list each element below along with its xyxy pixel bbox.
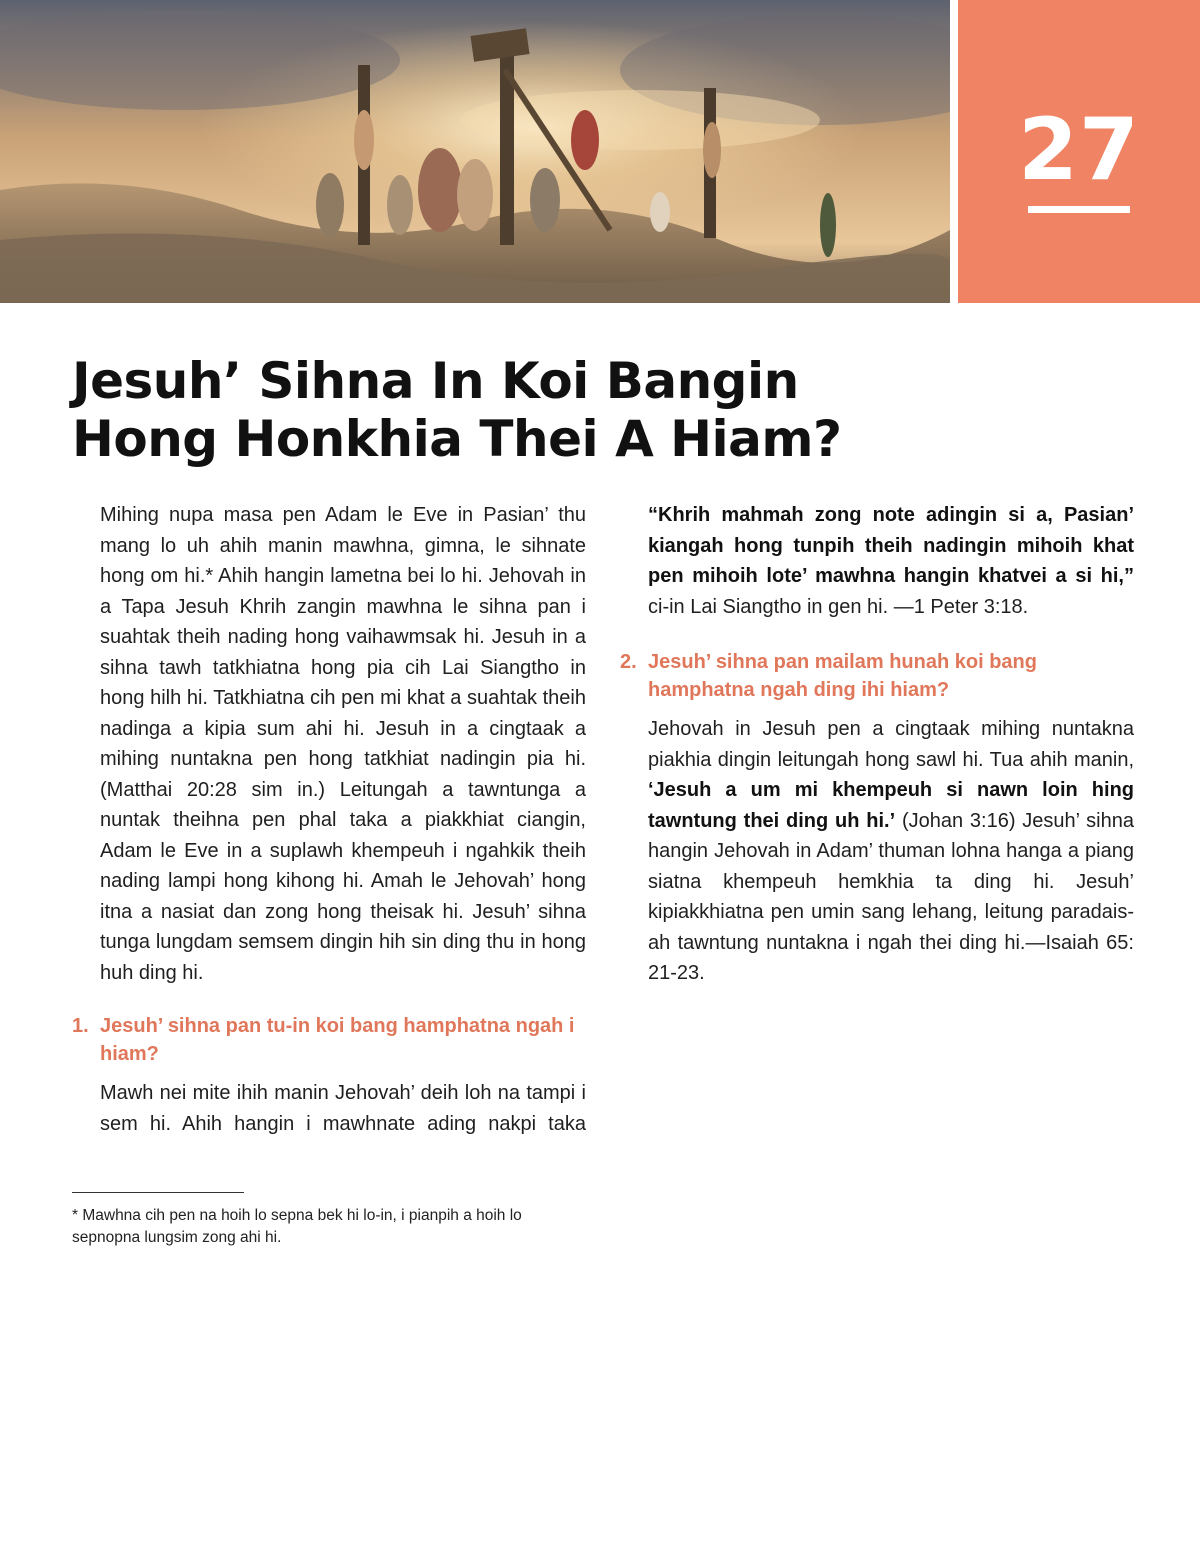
answer-1-text-end: ci-in Lai Siangtho in gen hi. —1 Peter 3:18. [648,595,1029,618]
chapter-underline [1028,206,1130,213]
footnote: * Mawhna cih pen na hoih lo sepna bek hi lo-in, i pianpih a hoih lo sepnopna lungsim zong ahi hi. [72,1207,522,1246]
answer-2-text-end: (Johan 3:16) Jesuh’ sihna hangin Jehovah in Adam’ thuman lohna hanga a piang siatna khempeuh hemkhia ta ding hi. Jesuh’ kipiakkhiatna pen umin sang lehang, leitung paradais-ah tawntung nuntakna i ngah thei ding hi.—Isaiah 65: 21-23. [648,809,1134,984]
intro-paragraph: Mihing nupa masa pen Adam le Eve in Pasian’ thu mang lo uh ahih manin mawhna, gimna, le sihnate hong om hi.* Ahih hangin lametna bei lo hi. Jehovah in a Tapa Jesuh Khrih zangin mawhna le sihna pan i suahtak theih nading hong vaihawmsak hi. Jesuh in a sihna tawh tatkhiatna hong pia cih Lai Siangtho in hong hilh hi. Tatkhiatna cih pen mi khat a suahtak theih nadinga a kipia sum ahi hi. Jesuh in a cingtaak a mihing nuntakna pen hong tatkhiat nadingin pia hi. (Matthai 20:28 sim in.) Leitungah a tawntunga a nuntak theihna pen phal taka a piakkhiat ciangin, Adam le Eve in a suplawh khempeuh i ngahkik theih nading lampi hong kihong hi. Amah le Jehovah’ hong itna a nasiat dan zong hong theisak hi. Jesuh’ sihna tunga lungdam semsem dingin hih sin ding thu in hong huh ding hi. [100,504,586,984]
crucifixion-scene-image [0,0,950,303]
answer-1-part-1 [100,1078,586,1139]
chapter-title-line-1: Jesuh’ Sihna In Koi Bangin [72,352,799,410]
chapter-number-box [958,0,1200,303]
right-column [620,500,1134,989]
question-2 [620,648,1134,704]
left-column [72,500,586,1139]
question-1 [72,1012,586,1068]
hero-illustration [0,0,950,303]
answer-2 [648,714,1134,989]
question-1-number: 1. [72,1015,89,1037]
question-2-number: 2. [620,651,637,673]
chapter-title-line-2: Hong Honkhia Thei A Hiam? [72,410,842,468]
answer-2-text-start: Jehovah in Jesuh pen a cingtaak mihing nuntakna piakhia dingin leitungah hong sawl hi. Tua ahih manin, [648,718,1134,771]
answer-2-scripture-quote: ‘Jesuh a um mi khempeuh si nawn loin hing tawntung thei ding uh hi.’ [648,779,1134,832]
question-2-text: Jesuh’ sihna pan mailam hunah koi bang hamphatna ngah ding ihi hiam? [648,651,1037,701]
answer-1-continued [648,500,1134,622]
answer-1-scripture-quote: “Khrih mahmah zong note adingin si a, Pasian’ kiangah hong tunpih theih nadingin mihoih khat pen mihoih lote’ mawhna hangin khatvei a si hi,” [648,504,1134,587]
question-1-text: Jesuh’ sihna pan tu-in koi bang hamphatna ngah i hiam? [100,1015,575,1065]
footnote-divider [72,1192,244,1193]
answer-1-text-start: Mawh nei mite ihih manin Jehovah’ deih loh na tampi i sem hi. Ahih hangin i mawhnate ading nakpi taka [100,1082,586,1135]
chapter-title [72,352,892,468]
chapter-number: 27 [1018,100,1140,200]
